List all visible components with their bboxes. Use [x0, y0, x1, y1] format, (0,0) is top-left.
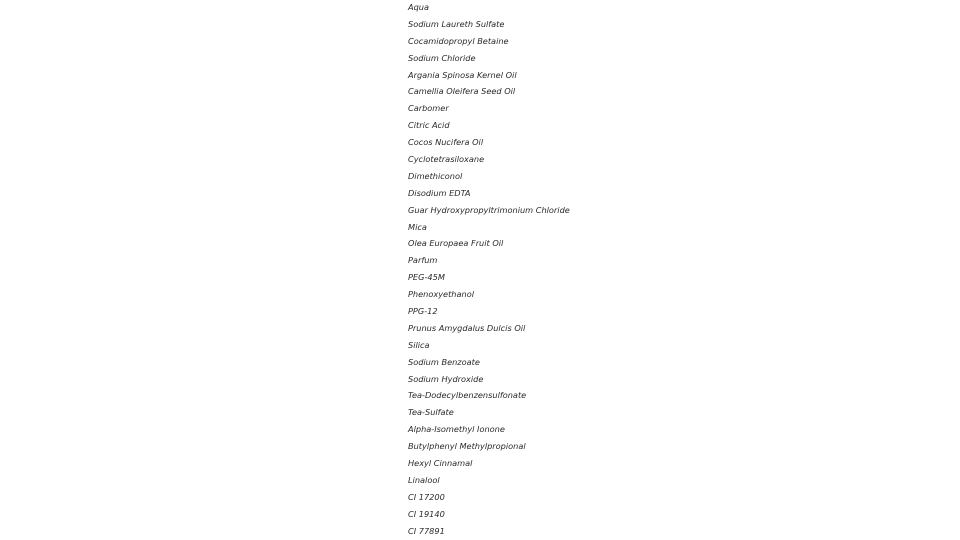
ingredient-item: CI 17200 [408, 491, 445, 502]
ingredient-item: Prunus Amygdalus Dulcis Oil [408, 322, 526, 333]
ingredient-item: Phenoxyethanol [408, 289, 474, 300]
ingredient-item: Camellia Oleifera Seed Oil [408, 86, 516, 97]
ingredient-item: PEG-45M [408, 272, 445, 283]
ingredient-item: Alpha-Isomethyl Ionone [408, 424, 505, 435]
ingredient-item: Tea-Dodecylbenzensulfonate [408, 390, 527, 401]
ingredient-item: CI 77891 [408, 525, 445, 536]
ingredient-item: Mica [408, 221, 427, 232]
ingredient-item: Tea-Sulfate [408, 407, 454, 418]
ingredient-item: Butylphenyl Methylpropional [408, 441, 526, 452]
ingredient-item: Argania Spinosa Kernel Oil [408, 69, 517, 80]
ingredient-item: Aqua [408, 2, 430, 12]
ingredients-list [408, 0, 570, 540]
ingredient-item: Dimethiconol [408, 170, 463, 181]
ingredient-item: PPG-12 [408, 306, 438, 317]
ingredient-item: Guar Hydroxypropyltrimonium Chloride [408, 204, 570, 215]
ingredient-item: Sodium Laureth Sulfate [408, 18, 505, 29]
ingredient-item: CI 19140 [408, 508, 445, 519]
ingredient-item: Cyclotetrasiloxane [408, 154, 485, 165]
ingredient-item: Hexyl Cinnamal [408, 458, 473, 469]
ingredient-item: Sodium Benzoate [408, 356, 480, 367]
ingredient-item: Parfum [408, 255, 438, 266]
ingredient-item: Sodium Hydroxide [408, 373, 484, 384]
ingredient-item: Citric Acid [408, 120, 450, 131]
ingredient-item: Carbomer [408, 103, 449, 114]
ingredient-item: Olea Europaea Fruit Oil [408, 238, 504, 249]
ingredient-item: Silica [408, 339, 430, 350]
ingredient-item: Cocos Nucifera Oil [408, 137, 484, 148]
ingredient-item: Cocamidopropyl Betaine [408, 35, 509, 46]
ingredient-item: Disodium EDTA [408, 187, 471, 198]
ingredient-item: Sodium Chloride [408, 52, 476, 63]
ingredient-item: Linalool [408, 474, 440, 485]
